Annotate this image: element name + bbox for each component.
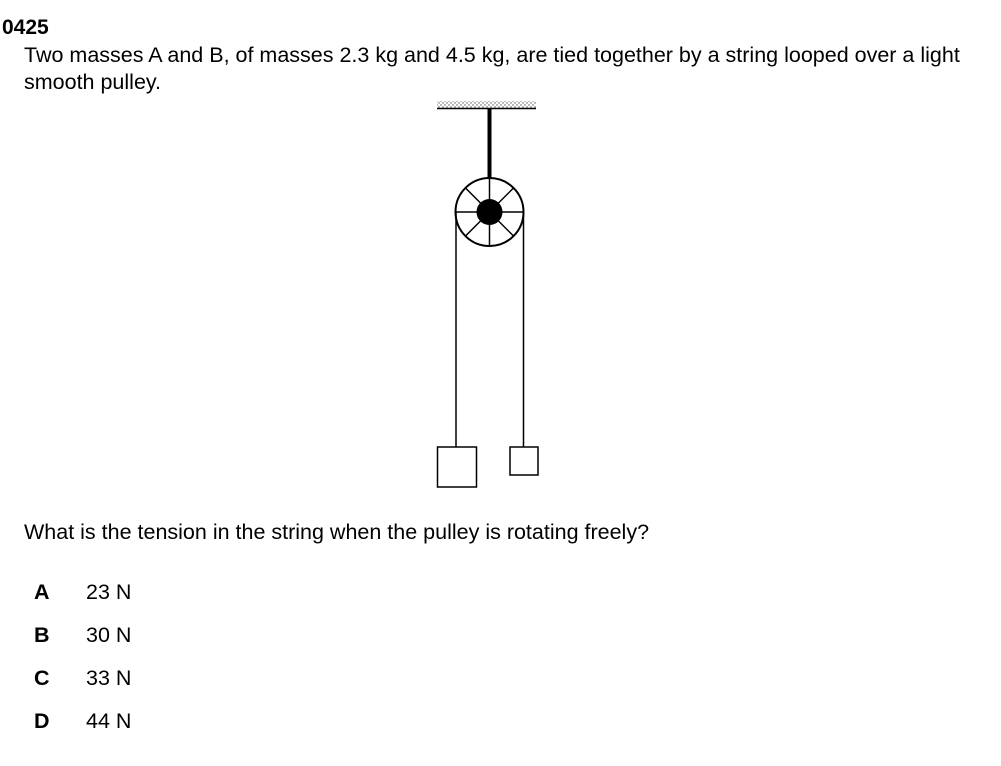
pulley-axle bbox=[477, 199, 503, 225]
answer-options bbox=[34, 578, 131, 750]
option-text: 33 N bbox=[86, 666, 132, 690]
ceiling-support bbox=[437, 101, 536, 109]
mass-left bbox=[438, 447, 477, 487]
option-letter: D bbox=[34, 709, 50, 733]
option-text: 23 N bbox=[86, 580, 132, 604]
option-b[interactable] bbox=[34, 621, 131, 664]
pulley-wheel bbox=[456, 178, 524, 246]
mass-right bbox=[510, 447, 538, 475]
option-c[interactable] bbox=[34, 664, 131, 707]
question-prompt: What is the tension in the string when the pulley is rotating freely? bbox=[24, 520, 650, 544]
option-a[interactable] bbox=[34, 578, 131, 621]
question-number: 0425 bbox=[2, 16, 49, 39]
option-text: 44 N bbox=[86, 709, 132, 733]
option-letter: B bbox=[34, 623, 50, 647]
option-d[interactable] bbox=[34, 707, 131, 750]
question-stem: Two masses A and B, of masses 2.3 kg and 4.5 kg, are tied together by a string looped over a light smooth pulley. bbox=[24, 43, 960, 94]
option-letter: A bbox=[34, 580, 50, 604]
option-letter: C bbox=[34, 666, 50, 690]
option-text: 30 N bbox=[86, 623, 132, 647]
